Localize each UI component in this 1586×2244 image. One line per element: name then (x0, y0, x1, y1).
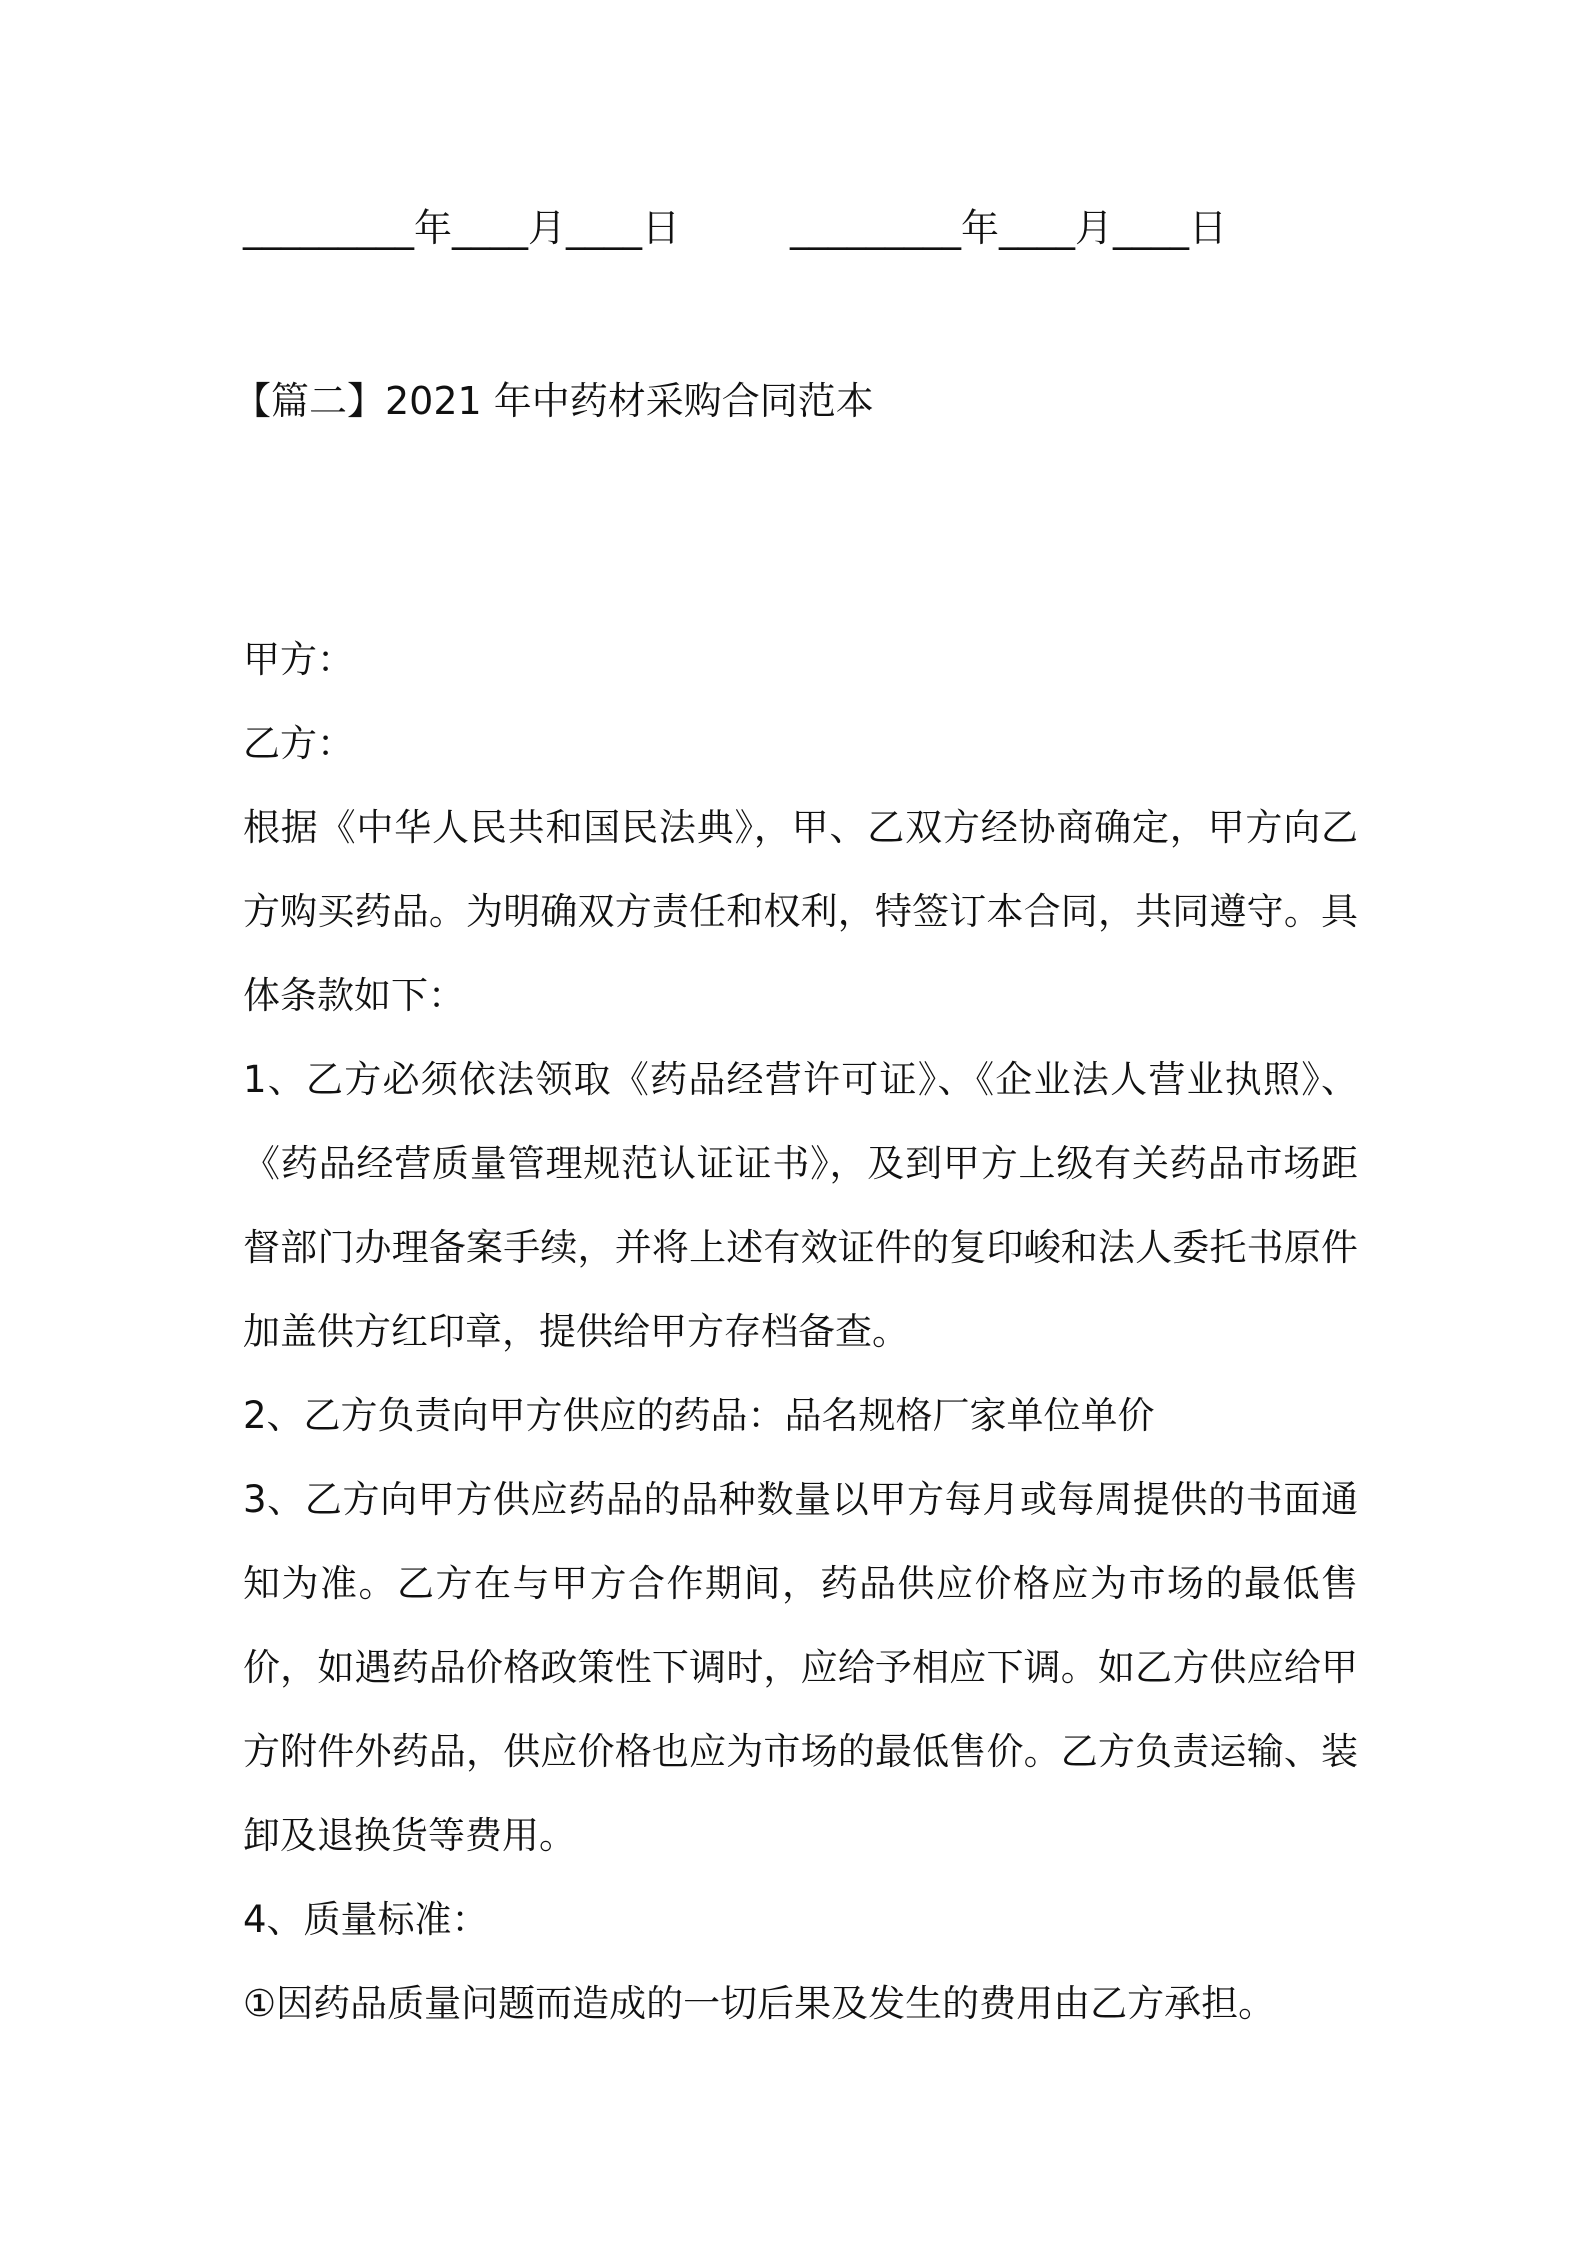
clause-1: 1、乙方必须依法领取《药品经营许可证》、《企业法人营业执照》、《药品经营质量管理规范认证证书》，及到甲方上级有关药品市场距督部门办理备案手续，并将上述有效证件的复印峻和法人委托书原件加盖供方红印章，提供给甲方存档备查。 (243, 1058, 1358, 1353)
section-title: 【篇二】2021 年中药材采购合同范本 (233, 379, 874, 423)
intro-paragraph: 根据《中华人民共和国民法典》，甲、乙双方经协商确定，甲方向乙方购买药品。为明确双方责任和权利，特签订本合同，共同遵守。具体条款如下： (243, 806, 1358, 1017)
party-a-line: 甲方： (243, 638, 354, 681)
signature-date-right: _________年____月____日 (790, 206, 1228, 250)
clause-3: 3、乙方向甲方供应药品的品种数量以甲方每月或每周提供的书面通知为准。乙方在与甲方合作期间，药品供应价格应为市场的最低售价，如遇药品价格政策性下调时，应给予相应下调。如乙方供应给甲方附件外药品，供应价格也应为市场的最低售价。乙方负责运输、装卸及退换货等费用。 (243, 1478, 1358, 1857)
contract-body (243, 618, 1358, 2046)
party-b-line: 乙方： (243, 722, 354, 765)
clause-2: 2、乙方负责向甲方供应的药品：品名规格厂家单位单价 (243, 1394, 1155, 1437)
clause-4-item-1: ①因药品质量问题而造成的一切后果及发生的费用由乙方承担。 (243, 1982, 1276, 2025)
clause-4: 4、质量标准： (243, 1898, 489, 1941)
signature-date-left: _________年____月____日 (243, 206, 681, 250)
